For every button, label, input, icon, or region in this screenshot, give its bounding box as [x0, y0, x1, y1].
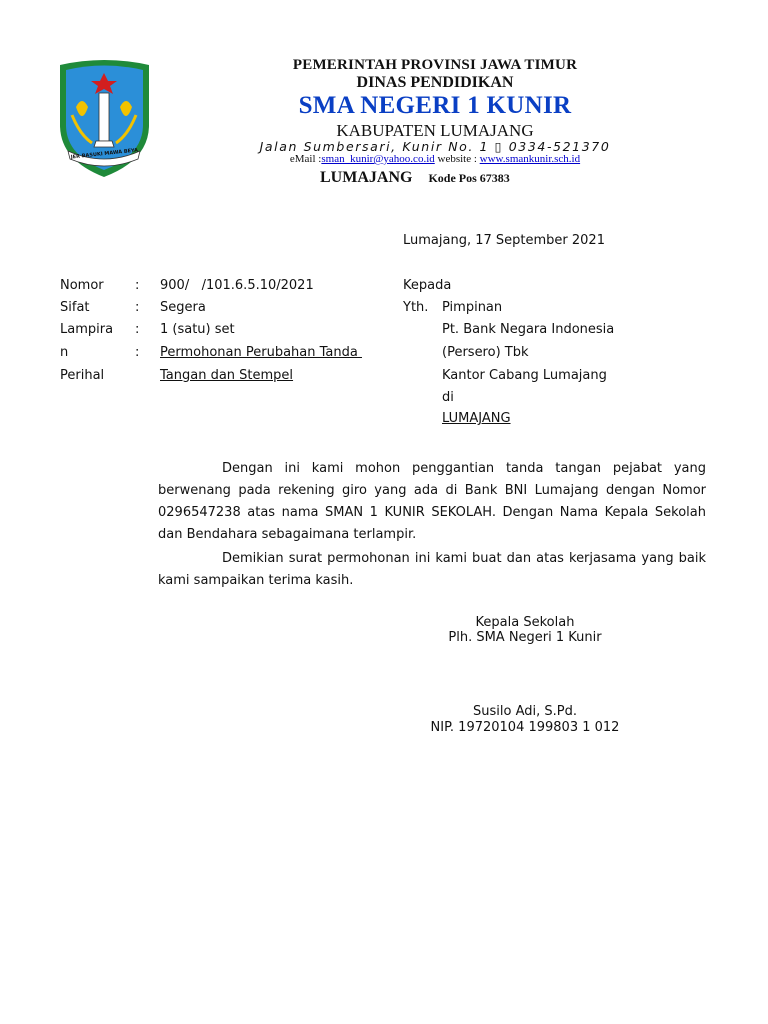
- recipient-line: Kantor Cabang Lumajang: [442, 368, 607, 383]
- email-link[interactable]: sman_kunir@yahoo.co.id: [321, 153, 435, 165]
- recipient-line: Pimpinan: [442, 300, 503, 315]
- website-link[interactable]: www.smankunir.sch.id: [479, 153, 581, 165]
- signature-name: Susilo Adi, S.Pd.: [473, 704, 577, 719]
- email-label: eMail :: [289, 153, 322, 165]
- letterhead-address: Jalan Sumbersari, Kunir No. 1 ▯ 0334-521370: [259, 139, 611, 154]
- signature-title: Kepala Sekolah: [475, 615, 575, 630]
- letterhead-school: SMA NEGERI 1 KUNIR: [298, 92, 572, 119]
- meta-label-n: n: [60, 345, 69, 360]
- meta-value-nomor: 900/ /101.6.5.10/2021: [160, 278, 314, 293]
- signature-subtitle: Plh. SMA Negeri 1 Kunir: [448, 630, 602, 645]
- meta-label-lampiran: Lampira: [60, 322, 114, 337]
- body-text-2: Demikian surat permohonan ini kami buat dan atas kerjasama yang baik kami sampaikan terima kasih.: [158, 551, 706, 588]
- body-paragraph-2: [158, 548, 706, 592]
- meta-sep: :: [135, 278, 140, 293]
- letterhead-regency: KABUPATEN LUMAJANG: [336, 121, 534, 140]
- letterhead-department: DINAS PENDIDIKAN: [356, 74, 514, 91]
- meta-value-perihal-1: Permohonan Perubahan Tanda: [160, 345, 362, 360]
- meta-label-sifat: Sifat: [60, 300, 90, 315]
- meta-label-nomor: Nomor: [60, 278, 104, 293]
- recipient-line: di: [442, 390, 454, 405]
- letterhead-contact: [200, 153, 670, 165]
- meta-label-perihal: Perihal: [60, 368, 105, 383]
- shield-emblem-icon: [52, 55, 157, 180]
- recipient-line: Pt. Bank Negara Indonesia: [442, 322, 615, 337]
- letterhead-province: PEMERINTAH PROVINSI JAWA TIMUR: [292, 57, 578, 73]
- postal-code: Kode Pos 67383: [428, 171, 510, 185]
- meta-value-perihal-2: Tangan dan Stempel: [160, 368, 294, 383]
- website-label: website :: [434, 153, 480, 165]
- meta-sep: :: [135, 322, 140, 337]
- body-paragraph-1: [158, 458, 706, 546]
- recipient-line: (Persero) Tbk: [442, 345, 529, 360]
- emblem-logo: [52, 55, 157, 180]
- emblem-motto: JER BASUKI MAWA BEYA: [70, 147, 139, 161]
- letterhead-city: [320, 169, 620, 187]
- recipient-kepada: Kepada: [403, 278, 452, 293]
- signature-nip: NIP. 19720104 199803 1 012: [430, 720, 620, 735]
- meta-value-lampiran: 1 (satu) set: [160, 322, 235, 337]
- letter-date: Lumajang, 17 September 2021: [403, 233, 605, 248]
- meta-sep: :: [135, 300, 140, 315]
- body-text-1: Dengan ini kami mohon penggantian tanda tangan pejabat yang berwenang pada rekening giro yang ada di Bank BNI Lumajang dengan Nomor 0296547238 atas nama SMAN 1 KUNIR SEKOLAH. Dengan Nama Kepala Sekolah dan Bendahara sebagaimana terlampir.: [158, 461, 706, 542]
- recipient-city: LUMAJANG: [442, 411, 511, 426]
- meta-sep: :: [135, 345, 140, 360]
- meta-value-sifat: Segera: [160, 300, 206, 315]
- recipient-yth: Yth.: [403, 300, 429, 315]
- city-name: LUMAJANG: [320, 169, 413, 186]
